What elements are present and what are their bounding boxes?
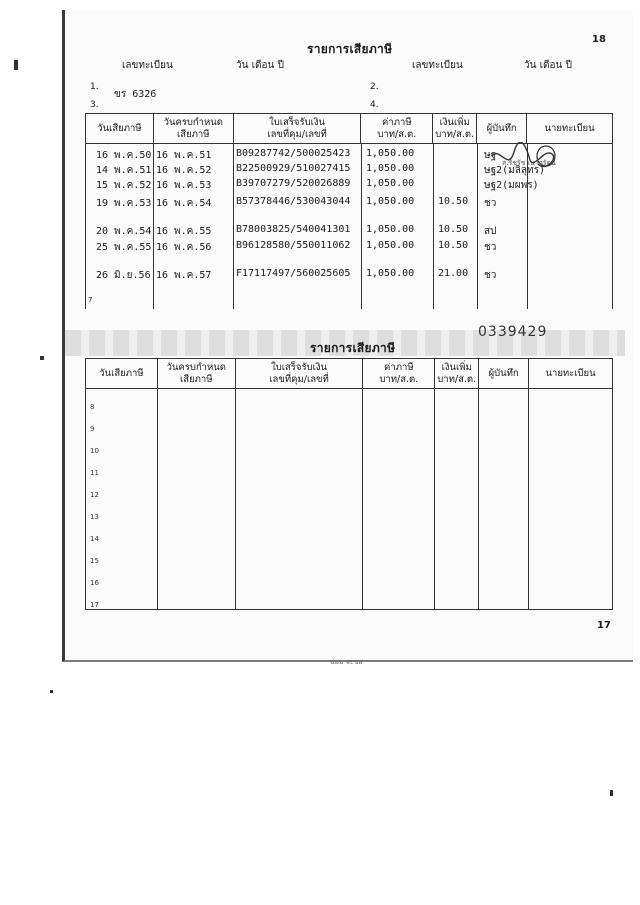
row-label-2: 2. <box>370 82 379 92</box>
col-header-tax: ค่าภาษี บาท/ส.ต. <box>361 114 433 144</box>
cell-receipt: B09287742/500025423 <box>236 148 351 159</box>
row-number-cell: 17 <box>86 587 158 609</box>
table-row <box>86 521 613 543</box>
col-header-due-date: วันครบกำหนด เสียภาษี <box>153 114 233 144</box>
empty-cell <box>235 543 363 565</box>
registration-value: ขร 6326 <box>114 89 157 100</box>
empty-cell <box>157 543 235 565</box>
col-header-due-date: วันครบกำหนด เสียภาษี <box>157 359 235 389</box>
row-number-cell: 10 <box>86 433 158 455</box>
cell-tax: 1,050.00 <box>366 196 415 207</box>
empty-cell <box>479 389 529 411</box>
empty-cell <box>529 543 613 565</box>
col-header-extra: เงินเพิ่ม บาท/ส.ต. <box>435 359 479 389</box>
empty-cell <box>479 521 529 543</box>
cell-recorder: ษฐ2(มลิลุทร) <box>484 165 545 176</box>
empty-cell <box>435 543 479 565</box>
col-header-extra: เงินเพิ่ม บาท/ส.ต. <box>433 114 477 144</box>
col-header-receipt: ใบเสร็จรับเงิน เลขที่คุม/เลขที่ <box>235 359 363 389</box>
empty-cell <box>529 565 613 587</box>
col-header-paid-date: วันเสียภาษี <box>86 359 158 389</box>
column-rule <box>433 144 434 309</box>
empty-cell <box>363 543 435 565</box>
empty-cell <box>435 477 479 499</box>
empty-cell <box>435 433 479 455</box>
cell-due: 16 พ.ค.51 <box>156 150 212 161</box>
col-header-recorder: ผู้บันทึก <box>479 359 529 389</box>
empty-cell <box>363 411 435 433</box>
empty-cell <box>363 389 435 411</box>
row-number-cell: 15 <box>86 543 158 565</box>
cell-due: 16 พ.ค.52 <box>156 165 212 176</box>
scan-mark <box>40 356 44 360</box>
registration-number-label: เลขทะเบียน <box>122 60 173 71</box>
cell-paid: 15 พ.ค.52 <box>96 180 152 191</box>
page-number-top: 18 <box>592 34 606 45</box>
cell-extra: 10.50 <box>438 196 469 207</box>
empty-cell <box>529 455 613 477</box>
empty-cell <box>157 455 235 477</box>
cell-paid: 26 มิ.ย.56 <box>96 270 151 281</box>
empty-cell <box>363 565 435 587</box>
empty-cell <box>529 477 613 499</box>
cell-extra: 10.50 <box>438 224 469 235</box>
cell-due: 16 พ.ค.53 <box>156 180 212 191</box>
table-row <box>86 433 613 455</box>
table-row <box>86 477 613 499</box>
empty-cell <box>363 455 435 477</box>
cell-due: 16 พ.ค.57 <box>156 270 212 281</box>
table-row <box>86 389 613 411</box>
cell-paid: 25 พ.ค.55 <box>96 242 152 253</box>
empty-cell <box>235 433 363 455</box>
empty-cell <box>479 587 529 609</box>
bottom-section-title: รายการเสียภาษี <box>310 341 396 355</box>
cell-recorder: ษฐ <box>484 150 497 161</box>
empty-cell <box>157 389 235 411</box>
col-header-recorder: ผู้บันทึก <box>477 114 527 144</box>
stamp-text: ส.รัชรัช เนาวรัตน์ <box>502 159 556 167</box>
cell-paid: 14 พ.ค.51 <box>96 165 152 176</box>
empty-cell <box>157 477 235 499</box>
row-label-4: 4. <box>370 100 379 110</box>
empty-cell <box>529 389 613 411</box>
empty-cell <box>157 565 235 587</box>
empty-cell <box>363 587 435 609</box>
cell-extra: 10.50 <box>438 240 469 251</box>
cell-receipt: B22500929/510027415 <box>236 163 351 174</box>
row-number-7: 7 <box>88 296 93 304</box>
empty-cell <box>479 499 529 521</box>
empty-cell <box>435 411 479 433</box>
empty-cell <box>435 565 479 587</box>
cell-recorder: ชว <box>484 198 497 209</box>
col-header-tax: ค่าภาษี บาท/ส.ต. <box>363 359 435 389</box>
empty-cell <box>479 477 529 499</box>
cell-tax: 1,050.00 <box>366 148 415 159</box>
empty-cell <box>529 499 613 521</box>
top-section-title: รายการเสียภาษี <box>307 42 393 56</box>
registration-number-label-2: เลขทะเบียน <box>412 60 463 71</box>
row-number-cell: 11 <box>86 455 158 477</box>
empty-cell <box>529 411 613 433</box>
empty-cell <box>479 433 529 455</box>
empty-cell <box>235 389 363 411</box>
row-number-cell: 12 <box>86 477 158 499</box>
cell-tax: 1,050.00 <box>366 178 415 189</box>
col-header-receipt: ใบเสร็จรับเงิน เลขที่คุม/เลขที่ <box>233 114 361 144</box>
empty-cell <box>363 499 435 521</box>
row-number-cell: 8 <box>86 389 158 411</box>
empty-cell <box>435 521 479 543</box>
col-header-paid-date: วันเสียภาษี <box>86 114 154 144</box>
empty-cell <box>235 521 363 543</box>
empty-cell <box>479 543 529 565</box>
cell-recorder: ชว <box>484 270 497 281</box>
col-header-registrar: นายทะเบียน <box>527 114 613 144</box>
empty-cell <box>529 433 613 455</box>
cell-extra: 21.00 <box>438 268 469 279</box>
column-rule <box>477 144 478 309</box>
empty-cell <box>529 521 613 543</box>
empty-cell <box>157 521 235 543</box>
empty-cell <box>479 455 529 477</box>
table-row <box>86 455 613 477</box>
empty-cell <box>435 389 479 411</box>
col-header-registrar: นายทะเบียน <box>529 359 613 389</box>
empty-cell <box>235 477 363 499</box>
row-label-1: 1. <box>90 82 99 92</box>
cell-recorder: ษฐ2(มผพร) <box>484 180 539 191</box>
empty-cell <box>435 455 479 477</box>
cell-due: 16 พ.ค.54 <box>156 198 212 209</box>
cell-tax: 1,050.00 <box>366 163 415 174</box>
row-number-cell: 9 <box>86 411 158 433</box>
scan-mark <box>50 690 53 693</box>
empty-cell <box>529 587 613 609</box>
cell-receipt: B57378446/530043044 <box>236 196 351 207</box>
scan-mark <box>14 60 18 70</box>
empty-cell <box>235 499 363 521</box>
empty-cell <box>363 477 435 499</box>
cell-receipt: F17117497/560025605 <box>236 268 351 279</box>
row-label-3: 3. <box>90 100 99 110</box>
empty-cell <box>157 411 235 433</box>
empty-cell <box>157 499 235 521</box>
table-row <box>86 499 613 521</box>
cell-due: 16 พ.ค.55 <box>156 226 212 237</box>
date-label-2: วัน เดือน ปี <box>524 60 572 71</box>
empty-cell <box>435 587 479 609</box>
serial-number: 0339429 <box>478 324 548 340</box>
row-number-cell: 14 <box>86 521 158 543</box>
empty-cell <box>363 521 435 543</box>
empty-cell <box>479 565 529 587</box>
footer-scan-text: ฉ่อม จะชส <box>330 658 363 666</box>
page-number-bottom: 17 <box>597 620 611 631</box>
column-rule <box>153 144 154 309</box>
table-row <box>86 587 613 609</box>
empty-cell <box>157 587 235 609</box>
table-row <box>86 411 613 433</box>
column-rule <box>233 144 234 309</box>
cell-receipt: B78003825/540041301 <box>236 224 351 235</box>
empty-cell <box>235 587 363 609</box>
cell-paid: 20 พ.ค.54 <box>96 226 152 237</box>
empty-cell <box>479 411 529 433</box>
cell-recorder: สป <box>484 226 497 237</box>
empty-cell <box>235 411 363 433</box>
empty-cell <box>157 433 235 455</box>
cell-paid: 16 พ.ค.50 <box>96 150 152 161</box>
empty-cell <box>363 433 435 455</box>
date-label: วัน เดือน ปี <box>236 60 284 71</box>
table-row <box>86 543 613 565</box>
cell-receipt: B96128580/550011062 <box>236 240 351 251</box>
table-row <box>86 565 613 587</box>
cell-due: 16 พ.ค.56 <box>156 242 212 253</box>
cell-tax: 1,050.00 <box>366 268 415 279</box>
cell-paid: 19 พ.ค.53 <box>96 198 152 209</box>
row-number-cell: 13 <box>86 499 158 521</box>
cell-recorder: ชว <box>484 242 497 253</box>
cell-tax: 1,050.00 <box>366 224 415 235</box>
column-rule <box>361 144 362 309</box>
empty-cell <box>435 499 479 521</box>
bottom-tax-table <box>85 358 613 610</box>
scan-mark <box>610 790 613 796</box>
empty-cell <box>235 565 363 587</box>
cell-tax: 1,050.00 <box>366 240 415 251</box>
cell-receipt: B39707279/520026889 <box>236 178 351 189</box>
row-number-cell: 16 <box>86 565 158 587</box>
empty-cell <box>235 455 363 477</box>
